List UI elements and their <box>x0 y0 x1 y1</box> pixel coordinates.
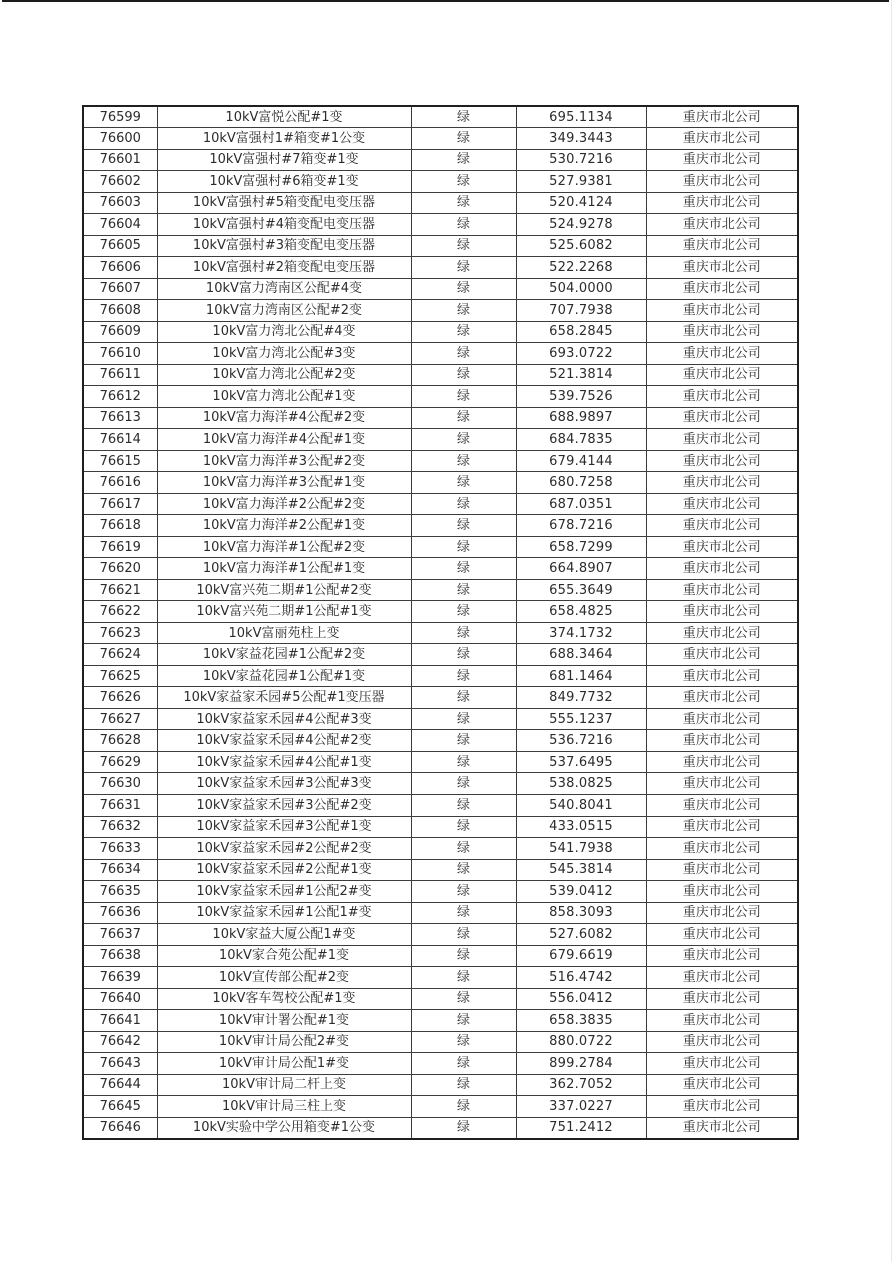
cell-record-id: 76631 <box>83 795 157 817</box>
cell-transformer-name: 10kV家益花园#1公配#2变 <box>157 644 411 666</box>
cell-company-name: 重庆市北公司 <box>646 386 798 408</box>
cell-record-id: 76610 <box>83 343 157 365</box>
cell-company-name: 重庆市北公司 <box>646 816 798 838</box>
table-row <box>83 859 798 881</box>
cell-record-id: 76607 <box>83 278 157 300</box>
table-row <box>83 816 798 838</box>
cell-status-green: 绿 <box>411 924 516 946</box>
table-row <box>83 838 798 860</box>
cell-status-green: 绿 <box>411 171 516 193</box>
cell-company-name: 重庆市北公司 <box>646 364 798 386</box>
cell-record-id: 76617 <box>83 493 157 515</box>
cell-company-name: 重庆市北公司 <box>646 1096 798 1118</box>
cell-energy-value: 695.1134 <box>516 106 646 128</box>
cell-transformer-name: 10kV审计局公配1#变 <box>157 1053 411 1075</box>
table-row <box>83 687 798 709</box>
cell-company-name: 重庆市北公司 <box>646 407 798 429</box>
cell-energy-value: 680.7258 <box>516 472 646 494</box>
cell-energy-value: 530.7216 <box>516 149 646 171</box>
table-row <box>83 773 798 795</box>
cell-energy-value: 555.1237 <box>516 708 646 730</box>
cell-energy-value: 681.1464 <box>516 665 646 687</box>
cell-record-id: 76621 <box>83 579 157 601</box>
cell-record-id: 76642 <box>83 1031 157 1053</box>
cell-company-name: 重庆市北公司 <box>646 687 798 709</box>
cell-energy-value: 537.6495 <box>516 751 646 773</box>
cell-transformer-name: 10kV富力海洋#3公配#2变 <box>157 450 411 472</box>
cell-company-name: 重庆市北公司 <box>646 988 798 1010</box>
cell-transformer-name: 10kV审计局公配2#变 <box>157 1031 411 1053</box>
cell-transformer-name: 10kV富强村#6箱变#1变 <box>157 171 411 193</box>
table-row <box>83 708 798 730</box>
cell-transformer-name: 10kV富强村#4箱变配电变压器 <box>157 214 411 236</box>
cell-company-name: 重庆市北公司 <box>646 450 798 472</box>
cell-energy-value: 655.3649 <box>516 579 646 601</box>
cell-transformer-name: 10kV富力湾北公配#4变 <box>157 321 411 343</box>
cell-company-name: 重庆市北公司 <box>646 708 798 730</box>
cell-record-id: 76618 <box>83 515 157 537</box>
cell-status-green: 绿 <box>411 235 516 257</box>
cell-transformer-name: 10kV富力湾北公配#3变 <box>157 343 411 365</box>
cell-transformer-name: 10kV富强村#2箱变配电变压器 <box>157 257 411 279</box>
cell-record-id: 76627 <box>83 708 157 730</box>
cell-company-name: 重庆市北公司 <box>646 1074 798 1096</box>
table-row <box>83 751 798 773</box>
cell-transformer-name: 10kV家益家禾园#1公配2#变 <box>157 881 411 903</box>
table-row <box>83 128 798 150</box>
cell-energy-value: 520.4124 <box>516 192 646 214</box>
cell-company-name: 重庆市北公司 <box>646 558 798 580</box>
cell-energy-value: 349.3443 <box>516 128 646 150</box>
cell-status-green: 绿 <box>411 816 516 838</box>
cell-transformer-name: 10kV富力海洋#2公配#2变 <box>157 493 411 515</box>
cell-status-green: 绿 <box>411 1031 516 1053</box>
cell-company-name: 重庆市北公司 <box>646 1053 798 1075</box>
cell-transformer-name: 10kV富强村#7箱变#1变 <box>157 149 411 171</box>
cell-transformer-name: 10kV家益花园#1公配#1变 <box>157 665 411 687</box>
cell-energy-value: 527.6082 <box>516 924 646 946</box>
cell-status-green: 绿 <box>411 859 516 881</box>
table-row <box>83 214 798 236</box>
cell-status-green: 绿 <box>411 429 516 451</box>
table-row <box>83 429 798 451</box>
cell-company-name: 重庆市北公司 <box>646 235 798 257</box>
cell-energy-value: 524.9278 <box>516 214 646 236</box>
cell-energy-value: 538.0825 <box>516 773 646 795</box>
cell-company-name: 重庆市北公司 <box>646 493 798 515</box>
table-row <box>83 472 798 494</box>
cell-company-name: 重庆市北公司 <box>646 472 798 494</box>
cell-record-id: 76644 <box>83 1074 157 1096</box>
cell-company-name: 重庆市北公司 <box>646 149 798 171</box>
cell-energy-value: 679.6619 <box>516 945 646 967</box>
table-row <box>83 795 798 817</box>
cell-status-green: 绿 <box>411 1096 516 1118</box>
cell-status-green: 绿 <box>411 128 516 150</box>
table-row <box>83 192 798 214</box>
table-row <box>83 493 798 515</box>
cell-company-name: 重庆市北公司 <box>646 644 798 666</box>
cell-status-green: 绿 <box>411 988 516 1010</box>
cell-transformer-name: 10kV富力海洋#3公配#1变 <box>157 472 411 494</box>
cell-company-name: 重庆市北公司 <box>646 795 798 817</box>
table-row <box>83 536 798 558</box>
table-row <box>83 1074 798 1096</box>
cell-status-green: 绿 <box>411 149 516 171</box>
table-row <box>83 730 798 752</box>
cell-status-green: 绿 <box>411 945 516 967</box>
cell-record-id: 76637 <box>83 924 157 946</box>
cell-energy-value: 687.0351 <box>516 493 646 515</box>
cell-status-green: 绿 <box>411 708 516 730</box>
cell-transformer-name: 10kV富兴苑二期#1公配#2变 <box>157 579 411 601</box>
table-row <box>83 881 798 903</box>
cell-company-name: 重庆市北公司 <box>646 536 798 558</box>
table-row <box>83 924 798 946</box>
cell-status-green: 绿 <box>411 773 516 795</box>
cell-status-green: 绿 <box>411 644 516 666</box>
cell-transformer-name: 10kV富力海洋#4公配#2变 <box>157 407 411 429</box>
table-row <box>83 601 798 623</box>
cell-transformer-name: 10kV家益家禾园#4公配#1变 <box>157 751 411 773</box>
cell-transformer-name: 10kV家合苑公配#1变 <box>157 945 411 967</box>
table-row <box>83 1053 798 1075</box>
cell-transformer-name: 10kV家益家禾园#5公配#1变压器 <box>157 687 411 709</box>
cell-record-id: 76614 <box>83 429 157 451</box>
cell-record-id: 76616 <box>83 472 157 494</box>
cell-company-name: 重庆市北公司 <box>646 192 798 214</box>
cell-energy-value: 541.7938 <box>516 838 646 860</box>
cell-record-id: 76640 <box>83 988 157 1010</box>
cell-record-id: 76608 <box>83 300 157 322</box>
cell-energy-value: 539.0412 <box>516 881 646 903</box>
table-row <box>83 1010 798 1032</box>
cell-status-green: 绿 <box>411 751 516 773</box>
table-row <box>83 644 798 666</box>
cell-record-id: 76606 <box>83 257 157 279</box>
cell-status-green: 绿 <box>411 687 516 709</box>
cell-transformer-name: 10kV富强村#3箱变配电变压器 <box>157 235 411 257</box>
cell-company-name: 重庆市北公司 <box>646 622 798 644</box>
cell-company-name: 重庆市北公司 <box>646 945 798 967</box>
page-top-edge-line <box>2 0 889 2</box>
cell-energy-value: 679.4144 <box>516 450 646 472</box>
table-row <box>83 450 798 472</box>
cell-energy-value: 849.7732 <box>516 687 646 709</box>
cell-transformer-name: 10kV审计署公配#1变 <box>157 1010 411 1032</box>
table-row <box>83 257 798 279</box>
table-row <box>83 622 798 644</box>
cell-transformer-name: 10kV富力湾北公配#1变 <box>157 386 411 408</box>
cell-status-green: 绿 <box>411 450 516 472</box>
table-row <box>83 945 798 967</box>
cell-record-id: 76645 <box>83 1096 157 1118</box>
cell-status-green: 绿 <box>411 515 516 537</box>
cell-energy-value: 707.7938 <box>516 300 646 322</box>
cell-record-id: 76613 <box>83 407 157 429</box>
cell-status-green: 绿 <box>411 536 516 558</box>
cell-energy-value: 556.0412 <box>516 988 646 1010</box>
cell-transformer-name: 10kV富兴苑二期#1公配#1变 <box>157 601 411 623</box>
cell-status-green: 绿 <box>411 493 516 515</box>
cell-company-name: 重庆市北公司 <box>646 665 798 687</box>
cell-record-id: 76611 <box>83 364 157 386</box>
cell-status-green: 绿 <box>411 1053 516 1075</box>
cell-energy-value: 521.3814 <box>516 364 646 386</box>
cell-status-green: 绿 <box>411 558 516 580</box>
cell-energy-value: 545.3814 <box>516 859 646 881</box>
table-row <box>83 902 798 924</box>
cell-company-name: 重庆市北公司 <box>646 214 798 236</box>
cell-record-id: 76615 <box>83 450 157 472</box>
cell-transformer-name: 10kV富丽苑柱上变 <box>157 622 411 644</box>
table-row <box>83 300 798 322</box>
cell-transformer-name: 10kV家益家禾园#3公配#2变 <box>157 795 411 817</box>
cell-record-id: 76641 <box>83 1010 157 1032</box>
cell-company-name: 重庆市北公司 <box>646 278 798 300</box>
cell-company-name: 重庆市北公司 <box>646 730 798 752</box>
cell-transformer-name: 10kV富力海洋#1公配#2变 <box>157 536 411 558</box>
cell-company-name: 重庆市北公司 <box>646 343 798 365</box>
cell-record-id: 76638 <box>83 945 157 967</box>
table-row <box>83 988 798 1010</box>
cell-status-green: 绿 <box>411 1074 516 1096</box>
cell-status-green: 绿 <box>411 881 516 903</box>
table-row <box>83 558 798 580</box>
cell-record-id: 76646 <box>83 1117 157 1139</box>
cell-energy-value: 751.2412 <box>516 1117 646 1139</box>
cell-company-name: 重庆市北公司 <box>646 773 798 795</box>
cell-record-id: 76603 <box>83 192 157 214</box>
table-row <box>83 665 798 687</box>
table-row <box>83 149 798 171</box>
cell-transformer-name: 10kV富力湾南区公配#4变 <box>157 278 411 300</box>
cell-company-name: 重庆市北公司 <box>646 300 798 322</box>
cell-record-id: 76609 <box>83 321 157 343</box>
cell-transformer-name: 10kV家益家禾园#3公配#1变 <box>157 816 411 838</box>
cell-record-id: 76624 <box>83 644 157 666</box>
cell-company-name: 重庆市北公司 <box>646 429 798 451</box>
cell-energy-value: 688.9897 <box>516 407 646 429</box>
table-row <box>83 967 798 989</box>
cell-energy-value: 658.2845 <box>516 321 646 343</box>
cell-energy-value: 693.0722 <box>516 343 646 365</box>
cell-energy-value: 678.7216 <box>516 515 646 537</box>
cell-energy-value: 858.3093 <box>516 902 646 924</box>
cell-status-green: 绿 <box>411 838 516 860</box>
cell-transformer-name: 10kV实验中学公用箱变#1公变 <box>157 1117 411 1139</box>
table-row <box>83 579 798 601</box>
cell-company-name: 重庆市北公司 <box>646 106 798 128</box>
cell-status-green: 绿 <box>411 622 516 644</box>
cell-company-name: 重庆市北公司 <box>646 128 798 150</box>
cell-energy-value: 504.0000 <box>516 278 646 300</box>
table-row <box>83 1031 798 1053</box>
cell-status-green: 绿 <box>411 730 516 752</box>
cell-company-name: 重庆市北公司 <box>646 859 798 881</box>
cell-energy-value: 540.8041 <box>516 795 646 817</box>
table-row <box>83 106 798 128</box>
cell-transformer-name: 10kV客车驾校公配#1变 <box>157 988 411 1010</box>
cell-record-id: 76643 <box>83 1053 157 1075</box>
table-row <box>83 343 798 365</box>
cell-record-id: 76628 <box>83 730 157 752</box>
cell-transformer-name: 10kV家益家禾园#2公配#1变 <box>157 859 411 881</box>
cell-energy-value: 337.0227 <box>516 1096 646 1118</box>
table-row <box>83 321 798 343</box>
cell-transformer-name: 10kV家益家禾园#1公配1#变 <box>157 902 411 924</box>
cell-record-id: 76636 <box>83 902 157 924</box>
cell-transformer-name: 10kV富强村#5箱变配电变压器 <box>157 192 411 214</box>
cell-energy-value: 658.3835 <box>516 1010 646 1032</box>
table-row <box>83 1096 798 1118</box>
cell-company-name: 重庆市北公司 <box>646 1010 798 1032</box>
cell-record-id: 76634 <box>83 859 157 881</box>
cell-energy-value: 516.4742 <box>516 967 646 989</box>
cell-status-green: 绿 <box>411 407 516 429</box>
cell-status-green: 绿 <box>411 214 516 236</box>
cell-status-green: 绿 <box>411 579 516 601</box>
cell-transformer-name: 10kV家益大厦公配1#变 <box>157 924 411 946</box>
cell-company-name: 重庆市北公司 <box>646 321 798 343</box>
cell-status-green: 绿 <box>411 795 516 817</box>
cell-record-id: 76619 <box>83 536 157 558</box>
cell-transformer-name: 10kV富力海洋#2公配#1变 <box>157 515 411 537</box>
table-container <box>82 105 799 1140</box>
table-row <box>83 278 798 300</box>
cell-energy-value: 684.7835 <box>516 429 646 451</box>
cell-record-id: 76604 <box>83 214 157 236</box>
table-row <box>83 515 798 537</box>
cell-company-name: 重庆市北公司 <box>646 967 798 989</box>
cell-status-green: 绿 <box>411 902 516 924</box>
cell-transformer-name: 10kV富悦公配#1变 <box>157 106 411 128</box>
cell-energy-value: 374.1732 <box>516 622 646 644</box>
cell-status-green: 绿 <box>411 967 516 989</box>
cell-record-id: 76635 <box>83 881 157 903</box>
cell-company-name: 重庆市北公司 <box>646 751 798 773</box>
cell-status-green: 绿 <box>411 1117 516 1139</box>
cell-energy-value: 658.4825 <box>516 601 646 623</box>
cell-record-id: 76601 <box>83 149 157 171</box>
cell-energy-value: 880.0722 <box>516 1031 646 1053</box>
table-row <box>83 407 798 429</box>
cell-record-id: 76630 <box>83 773 157 795</box>
cell-company-name: 重庆市北公司 <box>646 924 798 946</box>
cell-record-id: 76620 <box>83 558 157 580</box>
cell-energy-value: 525.6082 <box>516 235 646 257</box>
cell-energy-value: 362.7052 <box>516 1074 646 1096</box>
cell-status-green: 绿 <box>411 300 516 322</box>
cell-status-green: 绿 <box>411 106 516 128</box>
cell-transformer-name: 10kV家益家禾园#3公配#3变 <box>157 773 411 795</box>
cell-energy-value: 536.7216 <box>516 730 646 752</box>
cell-record-id: 76623 <box>83 622 157 644</box>
cell-record-id: 76629 <box>83 751 157 773</box>
cell-transformer-name: 10kV家益家禾园#4公配#2变 <box>157 730 411 752</box>
cell-company-name: 重庆市北公司 <box>646 601 798 623</box>
cell-company-name: 重庆市北公司 <box>646 1117 798 1139</box>
cell-record-id: 76605 <box>83 235 157 257</box>
cell-status-green: 绿 <box>411 601 516 623</box>
cell-energy-value: 433.0515 <box>516 816 646 838</box>
table-row <box>83 1117 798 1139</box>
cell-energy-value: 527.9381 <box>516 171 646 193</box>
cell-record-id: 76633 <box>83 838 157 860</box>
cell-energy-value: 899.2784 <box>516 1053 646 1075</box>
cell-record-id: 76612 <box>83 386 157 408</box>
cell-transformer-name: 10kV家益家禾园#4公配#3变 <box>157 708 411 730</box>
cell-energy-value: 522.2268 <box>516 257 646 279</box>
cell-transformer-name: 10kV家益家禾园#2公配#2变 <box>157 838 411 860</box>
cell-record-id: 76632 <box>83 816 157 838</box>
cell-record-id: 76600 <box>83 128 157 150</box>
cell-company-name: 重庆市北公司 <box>646 257 798 279</box>
cell-company-name: 重庆市北公司 <box>646 881 798 903</box>
cell-transformer-name: 10kV富力海洋#4公配#1变 <box>157 429 411 451</box>
cell-status-green: 绿 <box>411 472 516 494</box>
cell-energy-value: 664.8907 <box>516 558 646 580</box>
cell-transformer-name: 10kV审计局三柱上变 <box>157 1096 411 1118</box>
cell-company-name: 重庆市北公司 <box>646 1031 798 1053</box>
cell-status-green: 绿 <box>411 257 516 279</box>
cell-company-name: 重庆市北公司 <box>646 171 798 193</box>
cell-status-green: 绿 <box>411 192 516 214</box>
cell-energy-value: 539.7526 <box>516 386 646 408</box>
cell-company-name: 重庆市北公司 <box>646 515 798 537</box>
cell-status-green: 绿 <box>411 665 516 687</box>
cell-transformer-name: 10kV富强村1#箱变#1公变 <box>157 128 411 150</box>
cell-transformer-name: 10kV宣传部公配#2变 <box>157 967 411 989</box>
cell-status-green: 绿 <box>411 386 516 408</box>
cell-status-green: 绿 <box>411 1010 516 1032</box>
table-row <box>83 364 798 386</box>
cell-energy-value: 688.3464 <box>516 644 646 666</box>
cell-status-green: 绿 <box>411 364 516 386</box>
cell-transformer-name: 10kV审计局二杆上变 <box>157 1074 411 1096</box>
cell-energy-value: 658.7299 <box>516 536 646 558</box>
transformer-data-table <box>82 105 799 1140</box>
cell-status-green: 绿 <box>411 343 516 365</box>
cell-transformer-name: 10kV富力湾北公配#2变 <box>157 364 411 386</box>
cell-company-name: 重庆市北公司 <box>646 579 798 601</box>
table-row <box>83 171 798 193</box>
cell-record-id: 76625 <box>83 665 157 687</box>
cell-company-name: 重庆市北公司 <box>646 902 798 924</box>
cell-record-id: 76602 <box>83 171 157 193</box>
cell-status-green: 绿 <box>411 278 516 300</box>
cell-company-name: 重庆市北公司 <box>646 838 798 860</box>
table-row <box>83 386 798 408</box>
cell-record-id: 76639 <box>83 967 157 989</box>
cell-record-id: 76626 <box>83 687 157 709</box>
cell-transformer-name: 10kV富力海洋#1公配#1变 <box>157 558 411 580</box>
table-row <box>83 235 798 257</box>
cell-record-id: 76599 <box>83 106 157 128</box>
cell-record-id: 76622 <box>83 601 157 623</box>
cell-status-green: 绿 <box>411 321 516 343</box>
cell-transformer-name: 10kV富力湾南区公配#2变 <box>157 300 411 322</box>
table-body <box>83 106 798 1139</box>
